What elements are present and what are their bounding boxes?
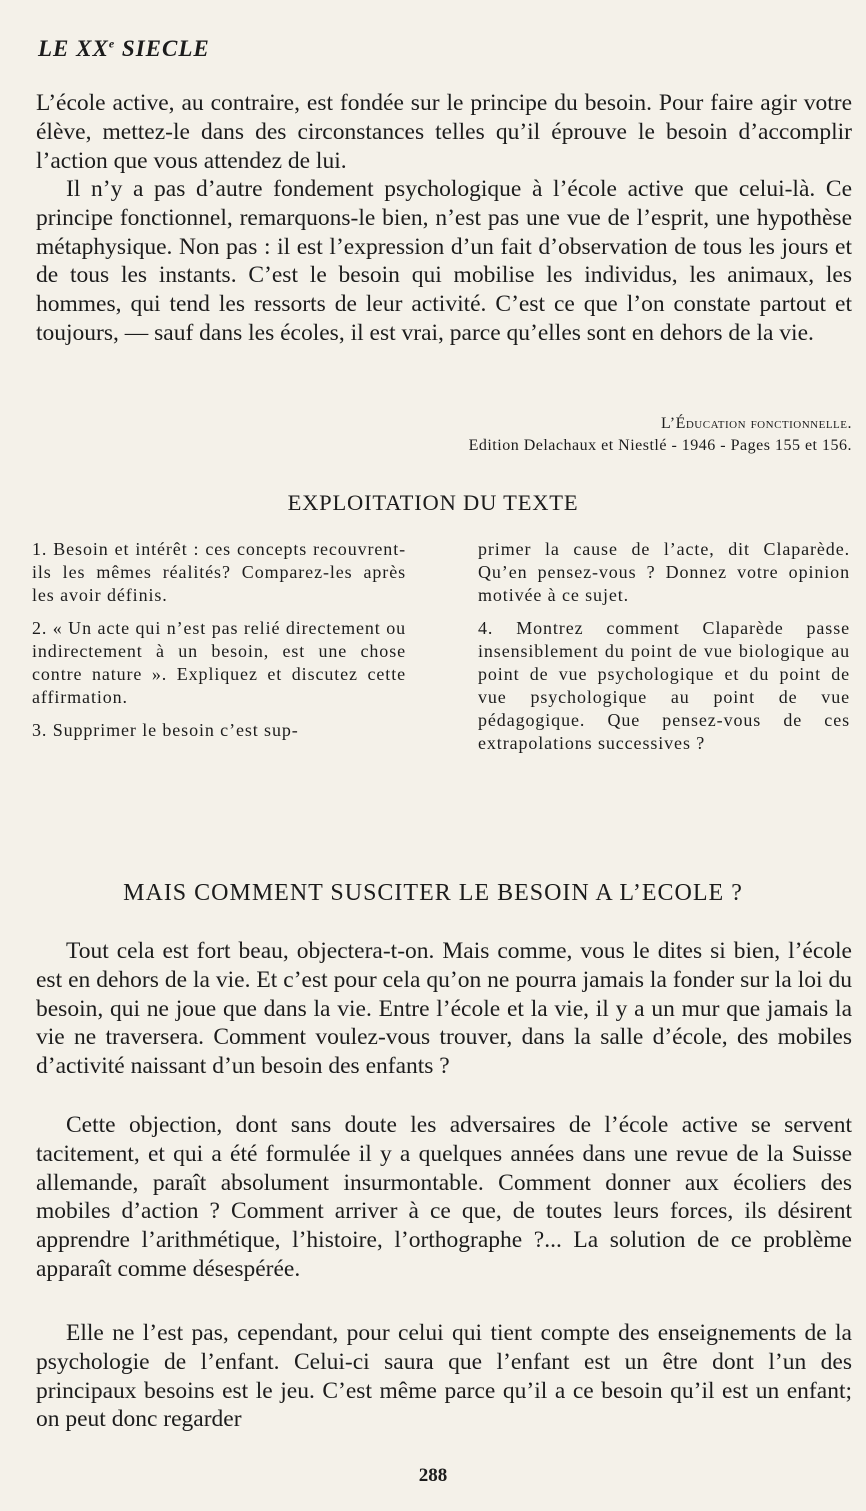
exploitation-title: EXPLOITATION DU TEXTE <box>287 490 579 515</box>
running-head-superscript: e <box>108 36 116 51</box>
exploitation-question-2: 2. « Un acte qui n’est pas relié directement ou indirectement à un besoin, est une chose contre nature ». Expliquez et discutez cette affirmation. <box>32 618 406 707</box>
section-paragraph-2-text: Cette objection, dont sans doute les adversaires de l’école active se servent tacitement, et qui a été formulée il y a quelques années dans une revue de la Suisse allemande, paraît absolument insurmontable. Comment donner aux écoliers des mobiles d’action ? Comment arriver à ce que, de toutes leurs forces, ils désirent apprendre l’arithmétique, l’histoire, l’orthographe ?... La solution de ce problème apparaît comme désespérée. <box>36 1112 852 1282</box>
quote-paragraph-1-text: L’école active, au contraire, est fondée sur le principe du besoin. Pour faire agir votre élève, mettez-le dans des circonstances telles qu’il éprouve le besoin d’accomplir l’action que vous attendez de lui. <box>36 90 852 174</box>
quote-paragraph-2 <box>36 175 852 348</box>
source-title: L’Éducation fonctionnelle. <box>660 415 852 432</box>
exploitation-question-4: 4. Montrez comment Claparède passe insensiblement du point de vue biologique au point de vue psychologique et du point de vue psychologique au point de vue pédagogique. Que pensez-vous de ces extrapolations successives ? <box>478 618 850 753</box>
exploitation-question-3-start: 3. Supprimer le besoin c’est sup- <box>32 720 299 740</box>
exploitation-question-1: 1. Besoin et intérêt : ces concepts recouvrent-ils les mêmes réalités? Comparez-les après les avoir définis. <box>32 539 406 605</box>
section-paragraph-3-text: Elle ne l’est pas, cependant, pour celui qui tient compte des enseignements de la psychologie de l’enfant. Celui-ci saura que l’enfant est un être dont l’un des principaux besoins est le jeu. C’est même parce qu’il a ce besoin qu’il est un enfant; on peut donc regarder <box>36 1320 852 1433</box>
section-paragraph-2 <box>36 1111 852 1284</box>
quote-paragraph-1 <box>36 89 852 175</box>
source-edition: Edition Delachaux et Niestlé - 1946 - Pages 155 et 156. <box>468 437 852 454</box>
running-head-rest: SIECLE <box>115 36 210 61</box>
running-head-text: LE XX <box>38 36 109 61</box>
section-heading: MAIS COMMENT SUSCITER LE BESOIN A L’ECOLE ? <box>123 880 743 906</box>
section-paragraph-1 <box>36 937 852 1081</box>
section-paragraph-1-text: Tout cela est fort beau, objectera-t-on. Mais comme, vous le dites si bien, l’école est en dehors de la vie. Et c’est pour cela qu’on ne pourra jamais la fonder sur la loi du besoin, qui ne joue que dans la vie. Entre l’école et la vie, il y a un mur que jamais la vie ne traversera. Comment voulez-vous trouver, dans la salle d’école, des mobiles d’activité naissant d’un besoin des enfants ? <box>36 938 852 1080</box>
exploitation-question-3-end: primer la cause de l’acte, dit Claparède. Qu’en pensez-vous ? Donnez votre opinion motivée à ce sujet. <box>478 539 850 605</box>
page-number: 288 <box>418 1465 448 1486</box>
quote-paragraph-2-text: Il n’y a pas d’autre fondement psychologique à l’école active que celui-là. Ce principe fonctionnel, remarquons-le bien, n’est pas une vue de l’esprit, une hypothèse métaphysique. Non pas : il est l’expression d’un fait d’observation de tous les jours et de tous les instants. C’est le besoin qui mobilise les individus, les animaux, les hommes, qui tend les ressorts de leur activité. C’est ce que l’on constate partout et toujours, — sauf dans les écoles, il est vrai, parce qu’elles sont en dehors de la vie. <box>36 176 852 346</box>
source-citation <box>469 413 852 457</box>
section-paragraph-3 <box>36 1319 852 1434</box>
running-head <box>38 36 210 62</box>
exploitation-left-column <box>32 538 406 752</box>
exploitation-right-column <box>478 538 850 765</box>
